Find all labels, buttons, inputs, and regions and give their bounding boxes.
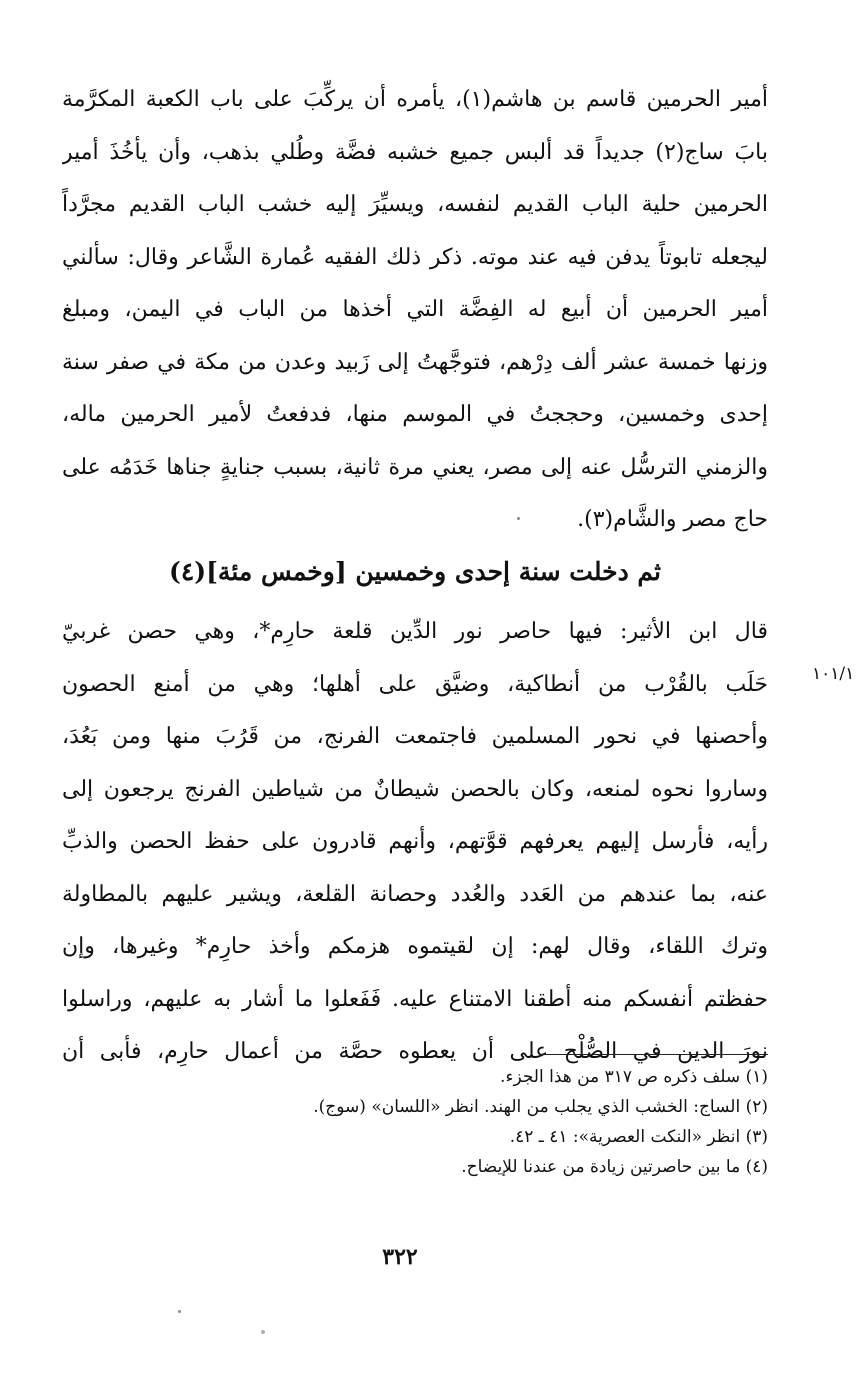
text-line: حَلَب بالقُرْب من أنطاكية، وضيَّق على أهلها؛ وهي من أمنع الحصون [62,671,768,697]
page-number: ٣٢٢ [382,1244,418,1270]
scan-speck [261,1330,265,1334]
text-line: والزمني الترسُّل عنه إلى مصر، يعني مرة ثانية، بسبب جنايةٍ جناها خَدَمُه على [62,454,768,480]
footnote: (٣) انظر «النكت العصرية»: ٤١ ـ ٤٢. [509,1127,768,1147]
text-line: عنه، بما عندهم من العَدد والعُدد وحصانة القلعة، ويشير عليهم بالمطاولة [62,881,768,907]
margin-reference: ١٠١/١ [812,664,855,684]
scan-speck [178,1310,181,1313]
footnote: (٤) ما بين حاصرتين زيادة من عندنا للإيضاح. [461,1157,768,1177]
text-line: بابَ ساج(٢) جديداً قد ألبس جميع خشبه فضَّة وطُلي بذهب، وأن يأخُذَ أمير [62,139,768,165]
text-line: الحرمين حلية الباب القديم لنفسه، ويسيِّرَ إليه خشب الباب القديم مجرَّداً [62,192,768,217]
text-line: نورَ الدين في الصُّلْح على أن يعطوه حصَّة من أعمال حارِم، فأبى أن [62,1039,768,1064]
text-line: ليجعله تابوتاً يدفن فيه عند موته. ذكر ذلك الفقيه عُمارة الشَّاعر وقال: سألني [62,244,768,270]
text-line: أمير الحرمين أن أبيع له الفِضَّة التي أخذها من الباب في اليمن، ومبلغ [62,297,768,322]
paragraph-2 [62,606,768,1079]
footnote: (٢) الساج: الخشب الذي يجلب من الهند. انظر «اللسان» (سوج). [313,1097,768,1117]
footnote-divider [540,1054,768,1055]
section-heading: ثم دخلت سنة إحدى وخمسين [وخمس مئة](٤) [168,557,662,586]
text-line: وزنها خمسة عشر ألف دِرْهم، فتوجَّهتُ إلى زَبيد وعدن من مكة في صفر سنة [62,349,768,375]
text-line: حاج مصر والشَّام(٣). [577,507,768,532]
text-line: إحدى وخمسين، وحججتُ في الموسم منها، فدفعتُ لأمير الحرمين ماله، [62,402,768,427]
text-line: وساروا نحوه لمنعه، وكان بالحصن شيطانٌ من شياطين الفرنج يرجعون إلى [62,776,768,802]
paragraph-1 [62,74,768,547]
text-line: وترك اللقاء، وقال لهم: إن لقيتموه هزمكم وأخذ حارِم* وغيرها، وإن [62,934,768,959]
text-line: رأيه، فأرسل إليهم يعرفهم قوَّتهم، وأنهم قادرون على حفظ الحصن والذبِّ [62,829,768,854]
footnote: (١) سلف ذكره ص ٣١٧ من هذا الجزء. [500,1067,768,1087]
text-line: أمير الحرمين قاسم بن هاشم(١)، يأمره أن يركِّبَ على باب الكعبة المكرَّمة [62,87,768,112]
scan-speck [517,517,520,520]
footnotes [62,1062,768,1182]
text-line: وأحصنها في نحور المسلمين فاجتمعت الفرنج، من قَرُبَ منها ومن بَعُدَ، [62,724,768,749]
text-line: قال ابن الأثير: فيها حاصر نور الدِّين قلعة حارِم*، وهي حصن غربيّ [62,619,768,644]
text-line: حفظتم أنفسكم منه أطقنا الامتناع عليه. فَفَعلوا ما أشار به عليهم، وراسلوا [62,986,768,1012]
